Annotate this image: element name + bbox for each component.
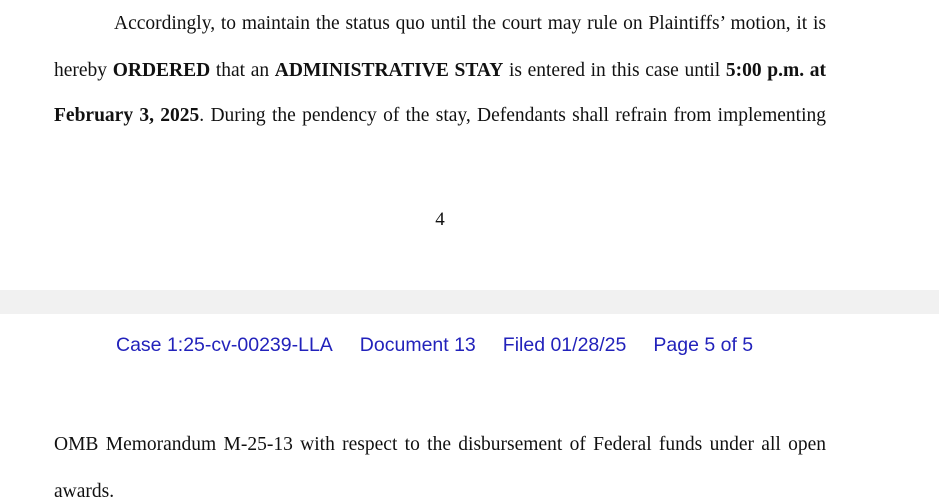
ordered-bold: ORDERED bbox=[112, 60, 211, 81]
time-bold: 5:00 p.m. at bbox=[725, 60, 826, 81]
header-case-number: Case 1:25-cv-00239-LLA bbox=[116, 334, 333, 356]
text-that-an: that an bbox=[210, 60, 275, 81]
header-page-count: Page 5 of 5 bbox=[653, 334, 754, 356]
paragraph-line-2 bbox=[54, 59, 826, 83]
page-separator bbox=[0, 290, 939, 314]
text-hereby: hereby bbox=[54, 60, 113, 81]
case-header bbox=[116, 333, 753, 357]
paragraph-line-5: awards. bbox=[54, 481, 115, 502]
header-filed-date: Filed 01/28/25 bbox=[502, 334, 627, 356]
paragraph-line-4: OMB Memorandum M-25-13 with respect to the disbursement of Federal funds under all open bbox=[54, 434, 826, 455]
administrative-stay-bold: ADMINISTRATIVE STAY bbox=[274, 60, 504, 81]
page-number: 4 bbox=[435, 209, 445, 230]
paragraph-line-1: Accordingly, to maintain the status quo until the court may rule on Plaintiffs’ motion, it is bbox=[114, 13, 826, 34]
header-document: Document 13 bbox=[359, 334, 476, 356]
paragraph-line-3 bbox=[54, 104, 826, 128]
date-bold: February 3, 2025 bbox=[54, 105, 200, 126]
text-entered: is entered in this case until bbox=[503, 60, 726, 81]
text-pendency: . During the pendency of the stay, Defendants shall refrain from implementing bbox=[199, 105, 826, 126]
